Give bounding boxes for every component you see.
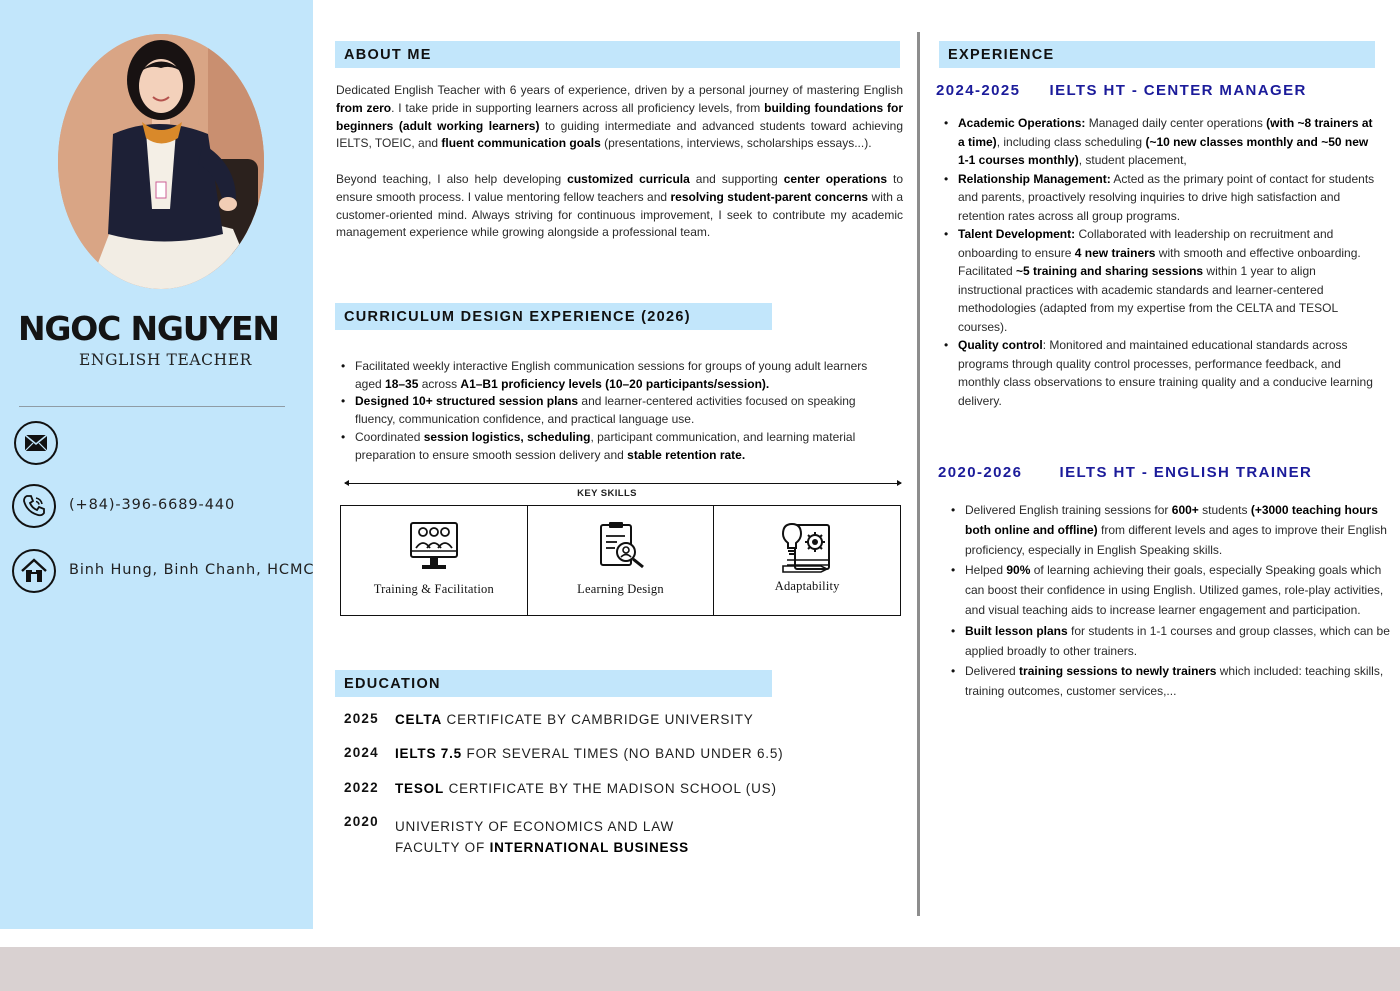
bold-text: (with ~8 trainers at a time) <box>958 116 1373 149</box>
text: Helped <box>965 563 1007 578</box>
bold-text: stable retention rate. <box>627 447 746 462</box>
profile-name: NGOC NGUYEN <box>18 309 279 348</box>
email-icon[interactable] <box>14 421 58 465</box>
job-1-bullets <box>958 114 1377 410</box>
text: for students in 1-1 courses and group classes, which can be applied broadly to other trainers. <box>965 623 1390 658</box>
text: with a customer-oriented mind. Always striving for continuous improvement, I seek to contribute my academic management experience while growing alongside a professional team. <box>336 189 903 240</box>
text: Beyond teaching, I also help developing <box>336 172 568 186</box>
text: and learner-centered activities focused on speaking fluency, communication confidence, and practical language use. <box>355 394 856 427</box>
list-item <box>958 225 1377 336</box>
phone-icon[interactable] <box>12 484 56 528</box>
text: . I take pride in supporting learners across all proficiency levels, from <box>391 100 765 115</box>
text: with smooth and effective onboarding. Facilitated <box>958 245 1361 278</box>
job-2-years: 2020-2026 <box>938 464 1023 481</box>
list-item <box>958 336 1377 410</box>
text: students <box>1198 503 1251 517</box>
bold-text: training sessions to newly trainers <box>1019 663 1217 678</box>
column-divider <box>917 32 920 916</box>
curriculum-bullets <box>355 358 875 464</box>
bold-text: IELTS 7.5 <box>395 746 462 761</box>
text: Facilitated weekly interactive English communication sessions for groups of young adult learners aged <box>355 359 868 391</box>
skill-adaptability <box>714 506 900 615</box>
profile-title: ENGLISH TEACHER <box>79 351 252 369</box>
learning-design-icon <box>595 520 647 572</box>
profile-photo <box>58 34 264 289</box>
text: : Monitored and maintained educational standards across programs through quality control processes, performance feedback, and monthly class observations to ensure training quality and a conducive learning delivery. <box>958 338 1373 408</box>
bold-text: Quality control <box>958 338 1043 352</box>
education-entry <box>395 746 783 761</box>
training-icon <box>408 520 460 572</box>
bold-text: Built lesson plans <box>965 623 1068 638</box>
curriculum-heading: CURRICULUM DESIGN EXPERIENCE (2026) <box>335 303 772 330</box>
education-year: 2020 <box>344 814 379 829</box>
bold-text: 600+ <box>1171 503 1199 517</box>
key-skills-title: KEY SKILLS <box>577 488 637 499</box>
education-heading: EDUCATION <box>335 670 772 697</box>
about-heading: ABOUT ME <box>335 41 900 68</box>
text: of learning achieving their goals, especially Speaking goals which can boost their confidence in using English. Utilized games, role-play activities, and visual teaching aids to increase learner engagement and participation. <box>965 563 1384 618</box>
text: CERTIFICATE BY THE MADISON SCHOOL (US) <box>444 781 777 796</box>
skill-label: Training & Facilitation <box>373 582 494 596</box>
bold-text: building foundations for beginners (adult working learners) <box>336 100 903 133</box>
bold-text: INTERNATIONAL BUSINESS <box>489 840 689 855</box>
text: Managed daily center operations <box>1085 116 1267 130</box>
text: FOR SEVERAL TIMES (NO BAND UNDER 6.5) <box>461 746 784 761</box>
job-2-heading <box>938 464 1312 481</box>
job-1-years: 2024-2025 <box>936 82 1021 99</box>
home-icon <box>12 549 56 593</box>
sidebar <box>0 0 313 929</box>
address: Binh Hung, Binh Chanh, HCMC <box>69 562 315 578</box>
bold-text: CELTA <box>395 712 442 727</box>
education-line: UNIVERISTY OF ECONOMICS AND LAW <box>395 819 675 834</box>
education-entry <box>395 816 689 858</box>
key-skills-rule <box>345 483 901 484</box>
text: and supporting <box>689 172 784 186</box>
text: Collaborated with leadership on recruitment and onboarding to ensure <box>958 227 1334 260</box>
education-entry <box>395 712 754 727</box>
phone-number[interactable]: (+84)-396-6689-440 <box>69 497 236 513</box>
skill-training <box>341 506 528 615</box>
bold-text: 4 new trainers <box>1074 245 1156 260</box>
list-item <box>958 114 1377 170</box>
bold-text: A1–B1 proficiency levels (10–20 participants/session). <box>460 376 770 391</box>
list-item <box>965 560 1390 620</box>
text: , participant communication, and learning material preparation to ensure smooth session delivery and <box>355 429 856 462</box>
text: (presentations, interviews, scholarships essays...). <box>600 136 872 151</box>
education-line <box>395 837 689 858</box>
text: Dedicated English Teacher with 6 years of experience, driven by a personal journey of mastering English <box>336 83 903 97</box>
list-item <box>965 621 1390 661</box>
key-skills-box <box>340 505 901 616</box>
text: Delivered <box>965 663 1020 678</box>
skill-learning-design <box>528 506 715 615</box>
bold-text: resolving student-parent concerns <box>670 189 869 204</box>
bold-text: TESOL <box>395 781 445 796</box>
text: to ensure smooth process. I value mentoring fellow teachers and <box>336 172 904 204</box>
skill-label: Adaptability <box>774 579 840 593</box>
bold-text: (~10 new classes monthly and ~50 new 1-1 courses monthly) <box>958 134 1369 167</box>
bold-text: 90% <box>1006 563 1031 578</box>
text: which included: teaching skills, training outcomes, customer services,... <box>965 663 1384 698</box>
bold-text: ~5 training and sharing sessions <box>1016 264 1204 278</box>
text: , student placement, <box>1078 153 1187 167</box>
job-1-role: IELTS HT - CENTER MANAGER <box>1049 82 1307 99</box>
education-year: 2025 <box>344 711 379 726</box>
bold-text: session logistics, scheduling <box>423 429 591 444</box>
text: FACULTY OF <box>395 840 490 855</box>
bold-text: 18–35 <box>385 376 419 391</box>
list-item <box>965 661 1390 701</box>
text: Acted as the primary point of contact for students and parents, proactively resolving inquiries to drive high satisfaction and retention rates across all group programs. <box>958 171 1375 223</box>
adaptability-icon <box>779 520 835 576</box>
bold-text: center operations <box>783 172 888 186</box>
experience-heading: EXPERIENCE <box>939 41 1375 68</box>
education-year: 2024 <box>344 745 379 760</box>
bold-text: (+3000 teaching hours both online and offline) <box>965 503 1378 538</box>
list-item <box>355 358 875 393</box>
text: Coordinated <box>355 429 424 444</box>
job-1-heading <box>936 82 1307 99</box>
text: across <box>418 376 461 391</box>
text: CERTIFICATE BY CAMBRIDGE UNIVERSITY <box>442 712 754 727</box>
education-year: 2022 <box>344 780 379 795</box>
skill-label: Learning Design <box>577 582 664 596</box>
text: to guiding intermediate and advanced students toward achieving IELTS, TOEIC, and <box>336 118 903 151</box>
about-paragraph-1 <box>336 82 903 153</box>
list-item <box>958 170 1377 226</box>
text: within 1 year to align instructional practices with academic standards and learner-centered methodologies (adapted from my expertise from the CELTA and TESOL courses). <box>958 264 1338 334</box>
bold-text: customized curricula <box>567 172 690 186</box>
list-item <box>355 429 875 464</box>
bold-text: Academic Operations: <box>958 116 1086 130</box>
list-item <box>355 393 875 428</box>
bold-text: Talent Development: <box>958 227 1076 241</box>
bold-text: Relationship Management: <box>958 171 1111 186</box>
bold-text: Designed 10+ structured session plans <box>355 394 579 409</box>
bold-text: from zero <box>336 100 392 115</box>
page-footer-band <box>0 947 1400 991</box>
list-item <box>965 500 1390 560</box>
text: from different levels and ages to improve their English proficiency, especially in English Speaking skills. <box>965 523 1387 558</box>
sidebar-divider <box>19 406 285 407</box>
text: , including class scheduling <box>996 134 1146 149</box>
text: Delivered English training sessions for <box>965 503 1172 517</box>
education-entry <box>395 781 777 796</box>
job-2-bullets <box>965 500 1390 701</box>
bold-text: fluent communication goals <box>441 136 601 151</box>
job-2-role: IELTS HT - ENGLISH TRAINER <box>1059 464 1313 481</box>
about-paragraph-2 <box>336 171 903 242</box>
